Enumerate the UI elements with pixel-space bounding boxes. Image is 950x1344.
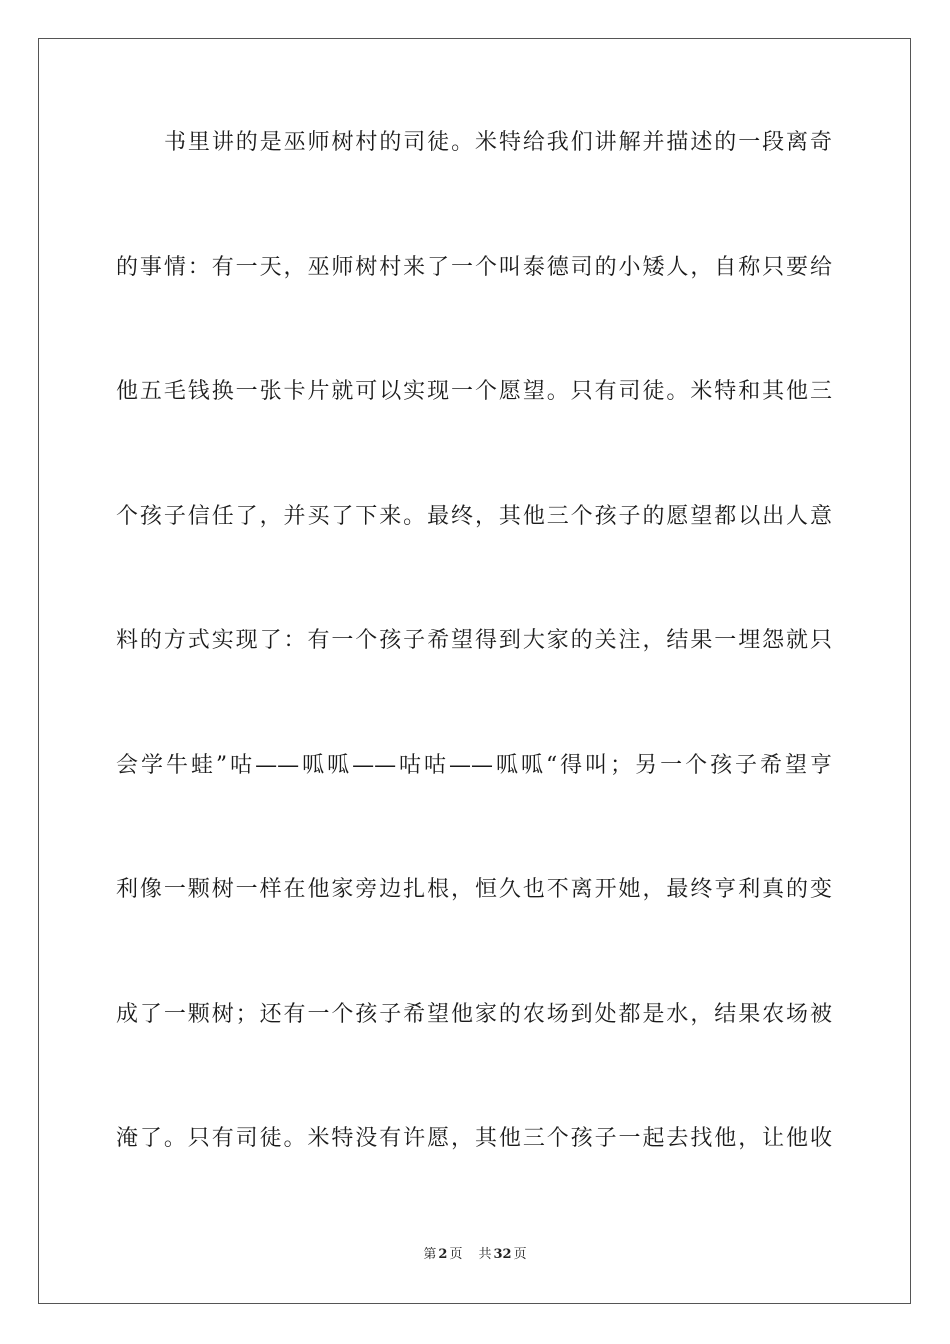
paragraph-line-7: 利像一颗树一样在他家旁边扎根，恒久也不离开她，最终亨利真的变 <box>116 877 832 902</box>
paragraph-line-9: 淹了。只有司徒。米特没有许愿，其他三个孩子一起去找他，让他收 <box>116 1126 832 1151</box>
page-suffix: 页 <box>449 1247 463 1262</box>
page-footer <box>0 1246 950 1264</box>
document-body <box>116 128 832 1249</box>
paragraph-line-6: 会学牛蛙”咕——呱呱——咕咕——呱呱“得叫；另一个孩子希望亨 <box>116 752 832 778</box>
paragraph-line-1: 书里讲的是巫师树村的司徒。米特给我们讲解并描述的一段离奇 <box>164 130 832 155</box>
paragraph-line-8: 成了一颗树；还有一个孩子希望他家的农场到处都是水，结果农场被 <box>116 1001 832 1027</box>
total-prefix: 共 <box>478 1247 492 1262</box>
paragraph-line-5: 料的方式实现了：有一个孩子希望得到大家的关注，结果一埋怨就只 <box>116 628 832 653</box>
page-prefix: 第 <box>423 1247 437 1262</box>
paragraph-line-3: 他五毛钱换一张卡片就可以实现一个愿望。只有司徒。米特和其他三 <box>116 379 832 404</box>
total-pages: 32 <box>493 1247 512 1262</box>
paragraph-line-4: 个孩子信任了，并买了下来。最终，其他三个孩子的愿望都以出人意 <box>116 503 832 529</box>
paragraph-line-2: 的事情：有一天，巫师树村来了一个叫泰德司的小矮人，自称只要给 <box>116 254 832 280</box>
total-suffix: 页 <box>513 1247 527 1262</box>
page-number: 2 <box>438 1247 448 1262</box>
